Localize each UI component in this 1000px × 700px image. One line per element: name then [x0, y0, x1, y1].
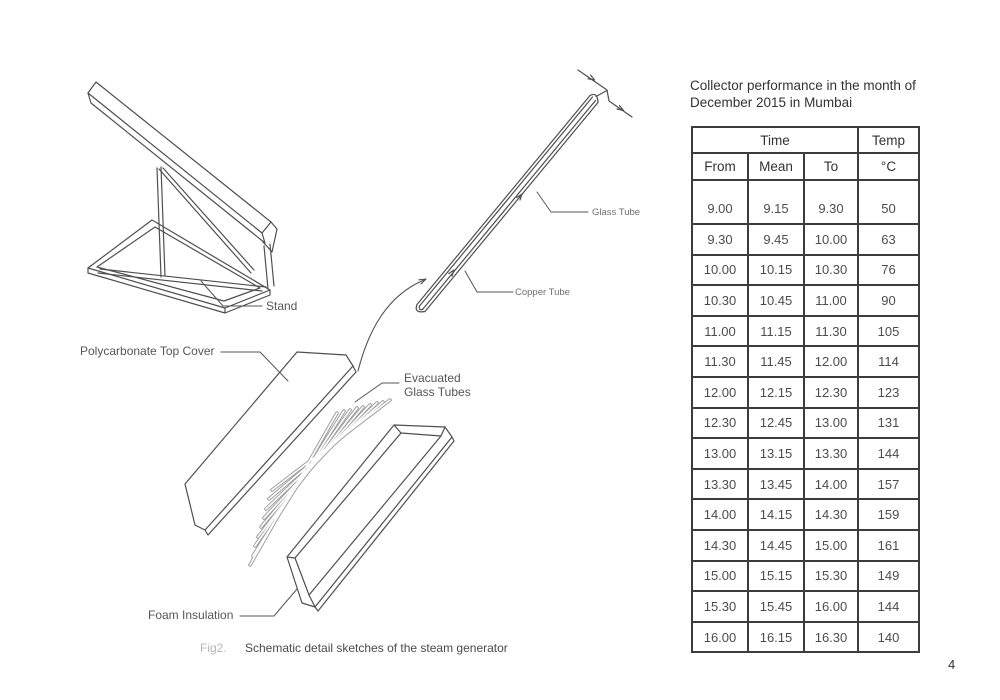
from-header: From — [692, 153, 748, 180]
table-cell: 140 — [858, 622, 919, 653]
table-row — [692, 224, 919, 255]
table-row — [692, 285, 919, 316]
table-cell: 9.45 — [748, 224, 804, 255]
table-row — [692, 530, 919, 561]
stand-label: Stand — [266, 299, 298, 313]
table-cell: 14.00 — [804, 469, 858, 500]
table-cell: 10.45 — [748, 285, 804, 316]
table-cell: 12.45 — [748, 408, 804, 439]
table-cell: 10.00 — [804, 224, 858, 255]
figure-caption: Schematic detail sketches of the steam generator — [245, 641, 508, 655]
table-cell: 14.00 — [692, 499, 748, 530]
table-cell: 16.30 — [804, 622, 858, 653]
table-cell: 16.15 — [748, 622, 804, 653]
table-cell: 12.30 — [692, 408, 748, 439]
unit-header: °C — [858, 153, 919, 180]
table-row — [692, 316, 919, 347]
table-row — [692, 180, 919, 224]
table-cell: 11.30 — [804, 316, 858, 347]
table-cell: 149 — [858, 561, 919, 592]
table-cell: 13.30 — [804, 438, 858, 469]
table-cell: 9.30 — [692, 224, 748, 255]
table-cell: 16.00 — [692, 622, 748, 653]
detail-arrow — [358, 279, 426, 371]
page-number: 4 — [948, 657, 956, 672]
table-row — [692, 255, 919, 286]
evacuated-glass-tubes-label-line1: Evacuated — [404, 371, 461, 385]
table-row — [692, 377, 919, 408]
table-cell: 144 — [858, 438, 919, 469]
table-row — [692, 346, 919, 377]
tube-detail-sketch — [416, 70, 632, 312]
table-row — [692, 561, 919, 592]
table-cell: 15.30 — [692, 591, 748, 622]
table-cell: 10.15 — [748, 255, 804, 286]
foam-insulation-label: Foam Insulation — [148, 608, 234, 622]
table-cell: 10.30 — [804, 255, 858, 286]
figure-number: Fig2. — [200, 641, 227, 655]
table-subheader-row — [692, 153, 919, 180]
table-cell: 12.15 — [748, 377, 804, 408]
table-cell: 131 — [858, 408, 919, 439]
table-cell: 11.30 — [692, 346, 748, 377]
table-cell: 12.00 — [804, 346, 858, 377]
table-cell: 12.00 — [692, 377, 748, 408]
table-cell: 105 — [858, 316, 919, 347]
table-cell: 14.45 — [748, 530, 804, 561]
glass-tube-label: Glass Tube — [592, 207, 641, 218]
table-cell: 13.00 — [692, 438, 748, 469]
table-row — [692, 408, 919, 439]
table-cell: 14.30 — [692, 530, 748, 561]
table-cell: 11.45 — [748, 346, 804, 377]
table-cell: 15.00 — [804, 530, 858, 561]
performance-table — [691, 126, 920, 653]
table-row — [692, 622, 919, 653]
table-cell: 13.15 — [748, 438, 804, 469]
table-cell: 13.30 — [692, 469, 748, 500]
copper-tube-label: Copper Tube — [515, 287, 570, 298]
table-cell: 15.15 — [748, 561, 804, 592]
table-cell: 9.30 — [804, 180, 858, 224]
table-row — [692, 591, 919, 622]
table-cell: 10.30 — [692, 285, 748, 316]
table-cell: 15.45 — [748, 591, 804, 622]
table-cell: 14.15 — [748, 499, 804, 530]
table-title-line1: Collector performance in the month of — [690, 78, 916, 93]
table-cell: 11.00 — [692, 316, 748, 347]
evacuated-glass-tubes-label-line2: Glass Tubes — [404, 385, 471, 399]
temp-group-header: Temp — [858, 127, 919, 153]
table-body — [692, 180, 919, 652]
table-title-line2: December 2015 in Mumbai — [690, 94, 853, 110]
to-header: To — [804, 153, 858, 180]
table-row — [692, 469, 919, 500]
evacuated-glass-tubes-label — [404, 371, 471, 399]
table-cell: 14.30 — [804, 499, 858, 530]
table-cell: 11.00 — [804, 285, 858, 316]
table-cell: 161 — [858, 530, 919, 561]
table-group-header-row — [692, 127, 919, 153]
table-cell: 157 — [858, 469, 919, 500]
table-cell: 16.00 — [804, 591, 858, 622]
table-cell: 114 — [858, 346, 919, 377]
table-cell: 9.15 — [748, 180, 804, 224]
table-row — [692, 499, 919, 530]
polycarbonate-top-cover-label: Polycarbonate Top Cover — [80, 344, 215, 358]
table-cell: 13.00 — [804, 408, 858, 439]
table-cell: 15.30 — [804, 561, 858, 592]
table-cell: 63 — [858, 224, 919, 255]
table-cell: 15.00 — [692, 561, 748, 592]
table-header — [692, 127, 919, 180]
table-cell: 159 — [858, 499, 919, 530]
table-cell: 11.15 — [748, 316, 804, 347]
table-cell: 76 — [858, 255, 919, 286]
table-cell: 13.45 — [748, 469, 804, 500]
table-row — [692, 438, 919, 469]
table-cell: 50 — [858, 180, 919, 224]
time-group-header: Time — [692, 127, 858, 153]
stand-sketch — [88, 82, 277, 313]
table-title — [690, 78, 930, 111]
mean-header: Mean — [748, 153, 804, 180]
table-cell: 90 — [858, 285, 919, 316]
table-cell: 10.00 — [692, 255, 748, 286]
table-cell: 123 — [858, 377, 919, 408]
table-cell: 12.30 — [804, 377, 858, 408]
table-cell: 144 — [858, 591, 919, 622]
foam-tray-sketch — [287, 425, 454, 611]
table-cell: 9.00 — [692, 180, 748, 224]
